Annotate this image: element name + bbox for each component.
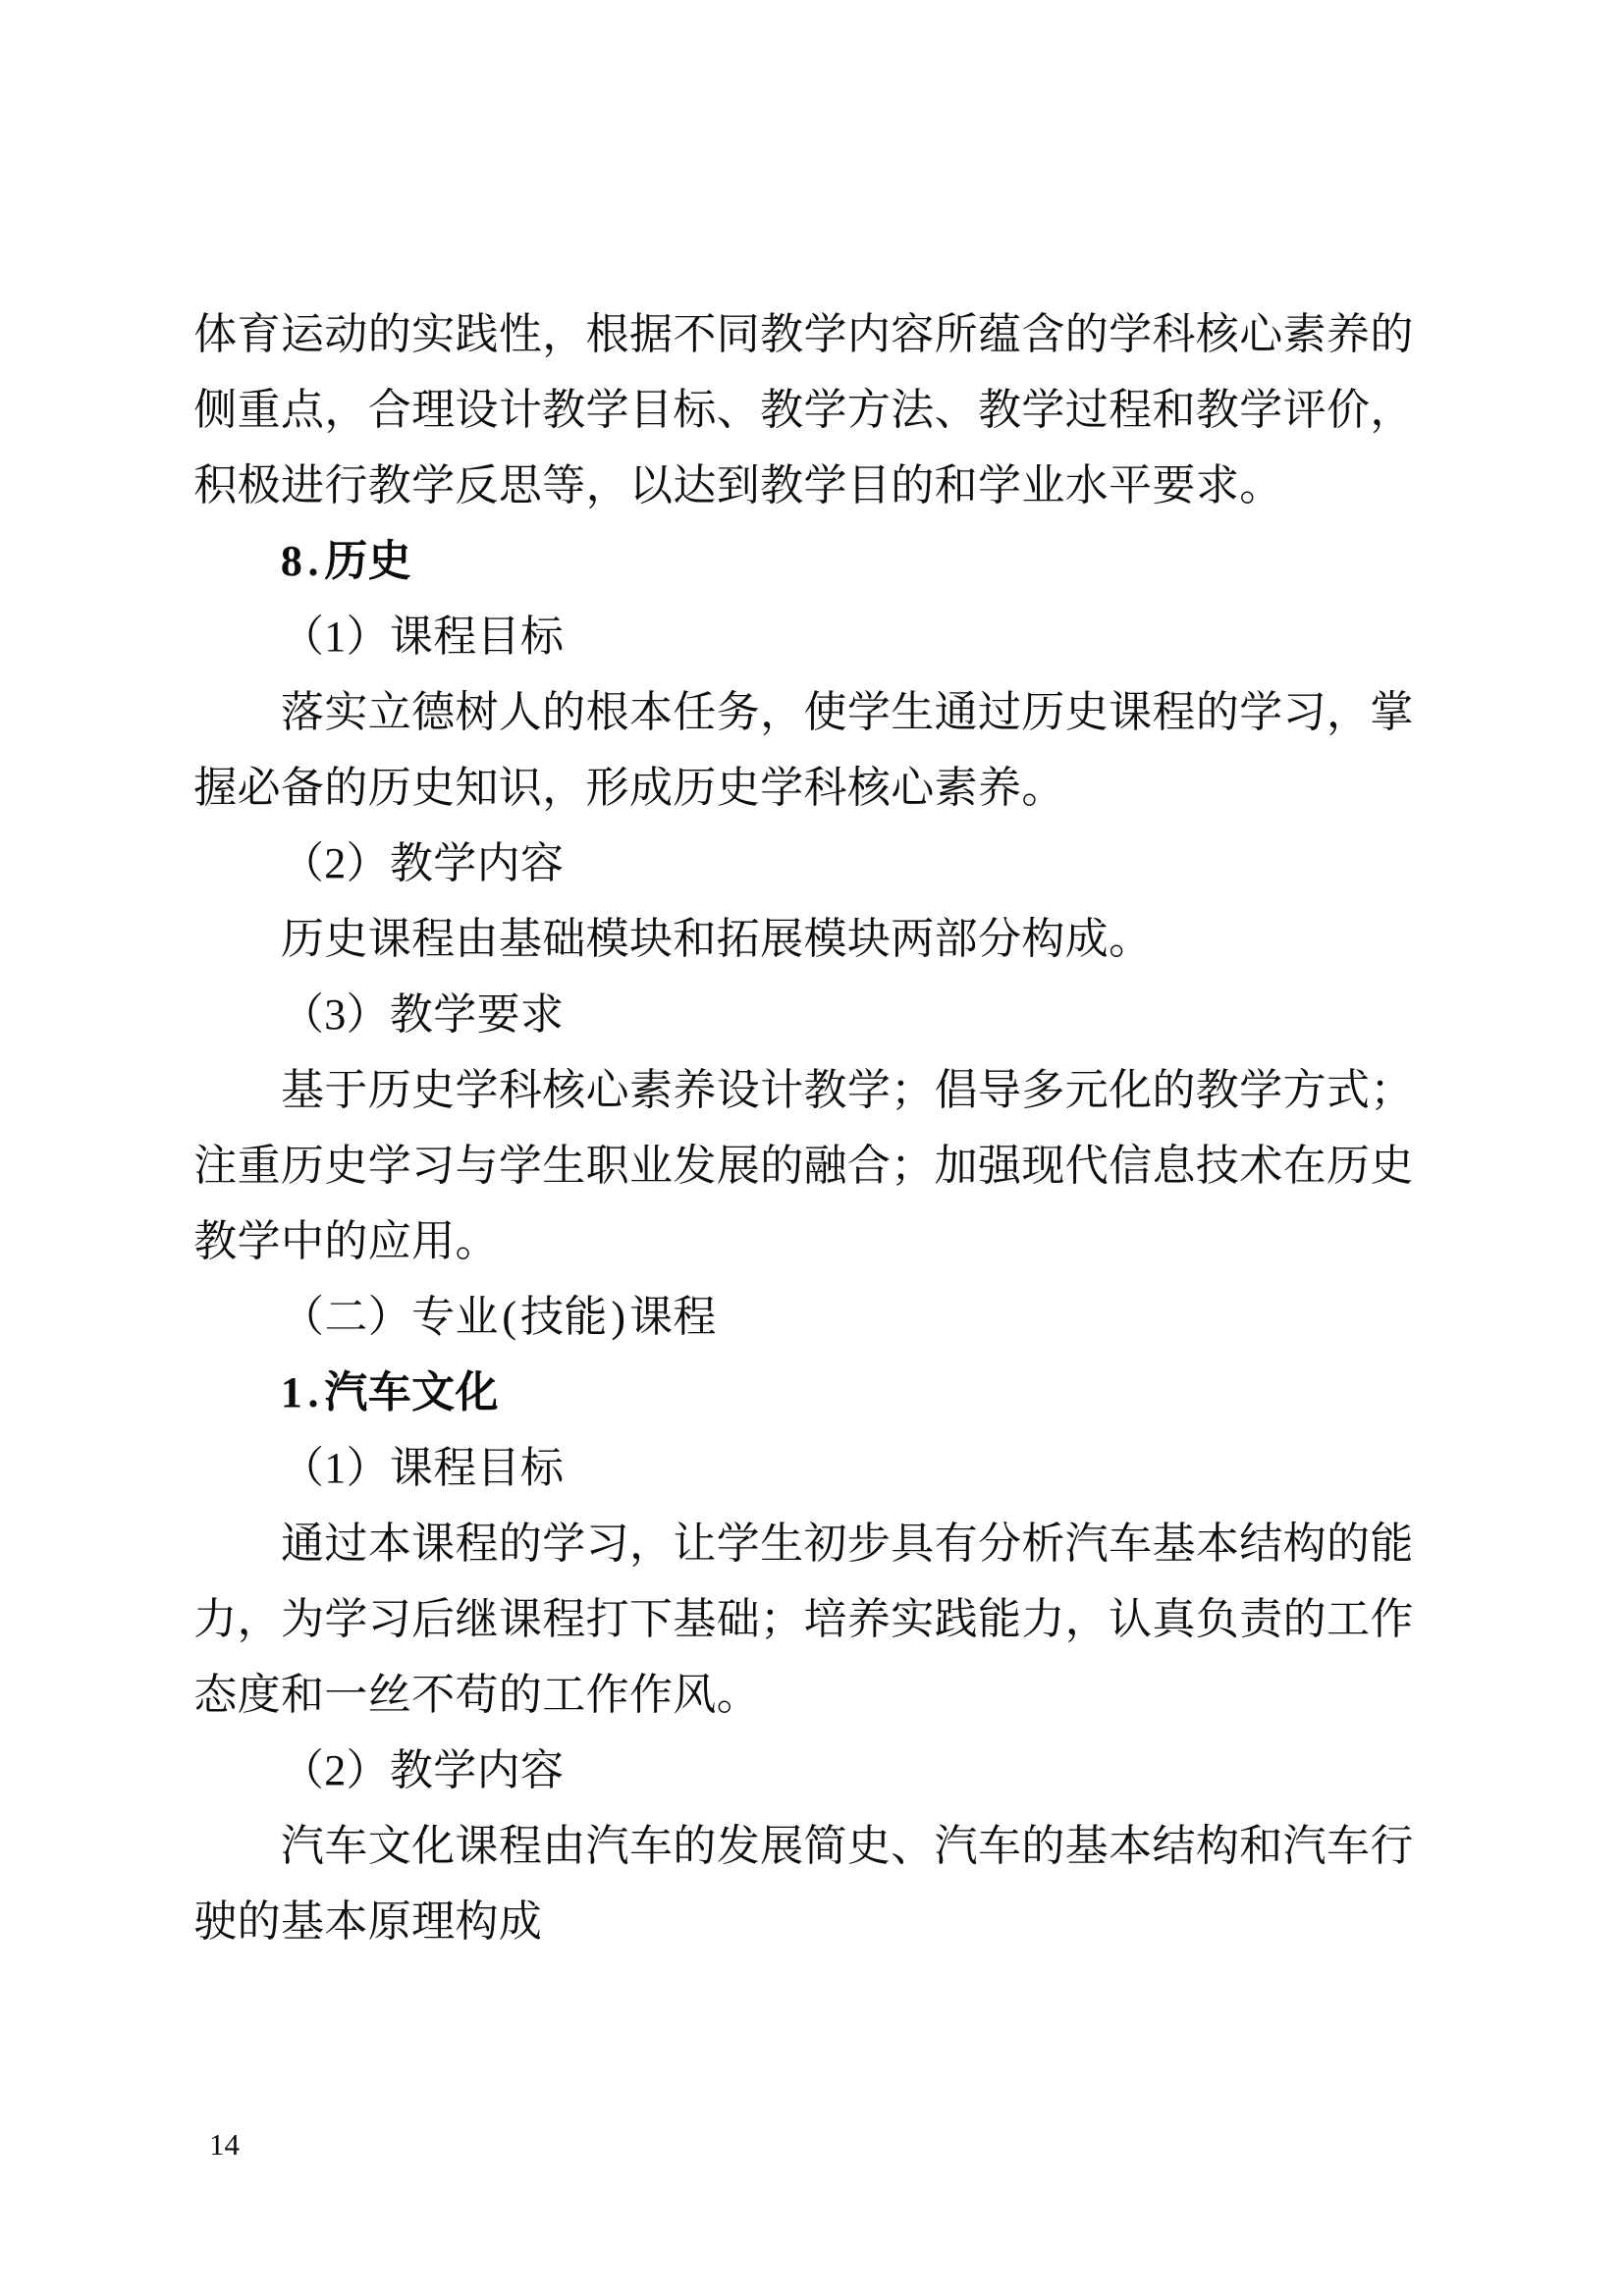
heading-line: 1 . 汽车文化 [280, 1368, 499, 1416]
text-line: 态度和一丝不苟的工作作风。 [193, 1671, 760, 1719]
heading-line: 8 . 历史 [280, 537, 411, 585]
text-block [193, 296, 1415, 1959]
text-line: 积极进行教学反思等，以达到教学目的和学业水平要求。 [193, 461, 1283, 509]
text-line: 握必备的历史知识，形成历史学科核心素养。 [193, 764, 1065, 812]
page-number: 14 [209, 2127, 240, 2162]
text-line: 教学中的应用。 [193, 1217, 499, 1265]
indented-line: 通过本课程的学习，让学生初步具有分析汽车基本结构的能 [280, 1520, 1414, 1568]
text-line: 驶的基本原理构成 [193, 1897, 542, 1946]
indented-line: 基于历史学科核心素养设计教学；倡导多元化的教学方式； [280, 1066, 1414, 1114]
indented-line: （2）教学内容 [280, 839, 565, 887]
indented-line: （二）专业(技能)课程 [280, 1293, 717, 1341]
indented-line: （1）课程目标 [280, 613, 565, 661]
indented-line: （2）教学内容 [280, 1746, 565, 1794]
text-line: 体育运动的实践性，根据不同教学内容所蕴含的学科核心素养的 [193, 310, 1414, 358]
text-line: 注重历史学习与学生职业发展的融合；加强现代信息技术在历史 [193, 1142, 1414, 1190]
text-line: 力，为学习后继课程打下基础；培养实践能力，认真负责的工作 [193, 1595, 1414, 1643]
text-line: 侧重点，合理设计教学目标、教学方法、教学过程和教学评价， [193, 386, 1414, 434]
indented-line: 历史课程由基础模块和拓展模块两部分构成。 [280, 915, 1153, 963]
indented-line: （3）教学要求 [280, 990, 565, 1039]
indented-line: 落实立德树人的根本任务，使学生通过历史课程的学习，掌 [280, 688, 1414, 736]
indented-line: （1）课程目标 [280, 1444, 565, 1492]
indented-line: 汽车文化课程由汽车的发展简史、汽车的基本结构和汽车行 [280, 1822, 1414, 1870]
